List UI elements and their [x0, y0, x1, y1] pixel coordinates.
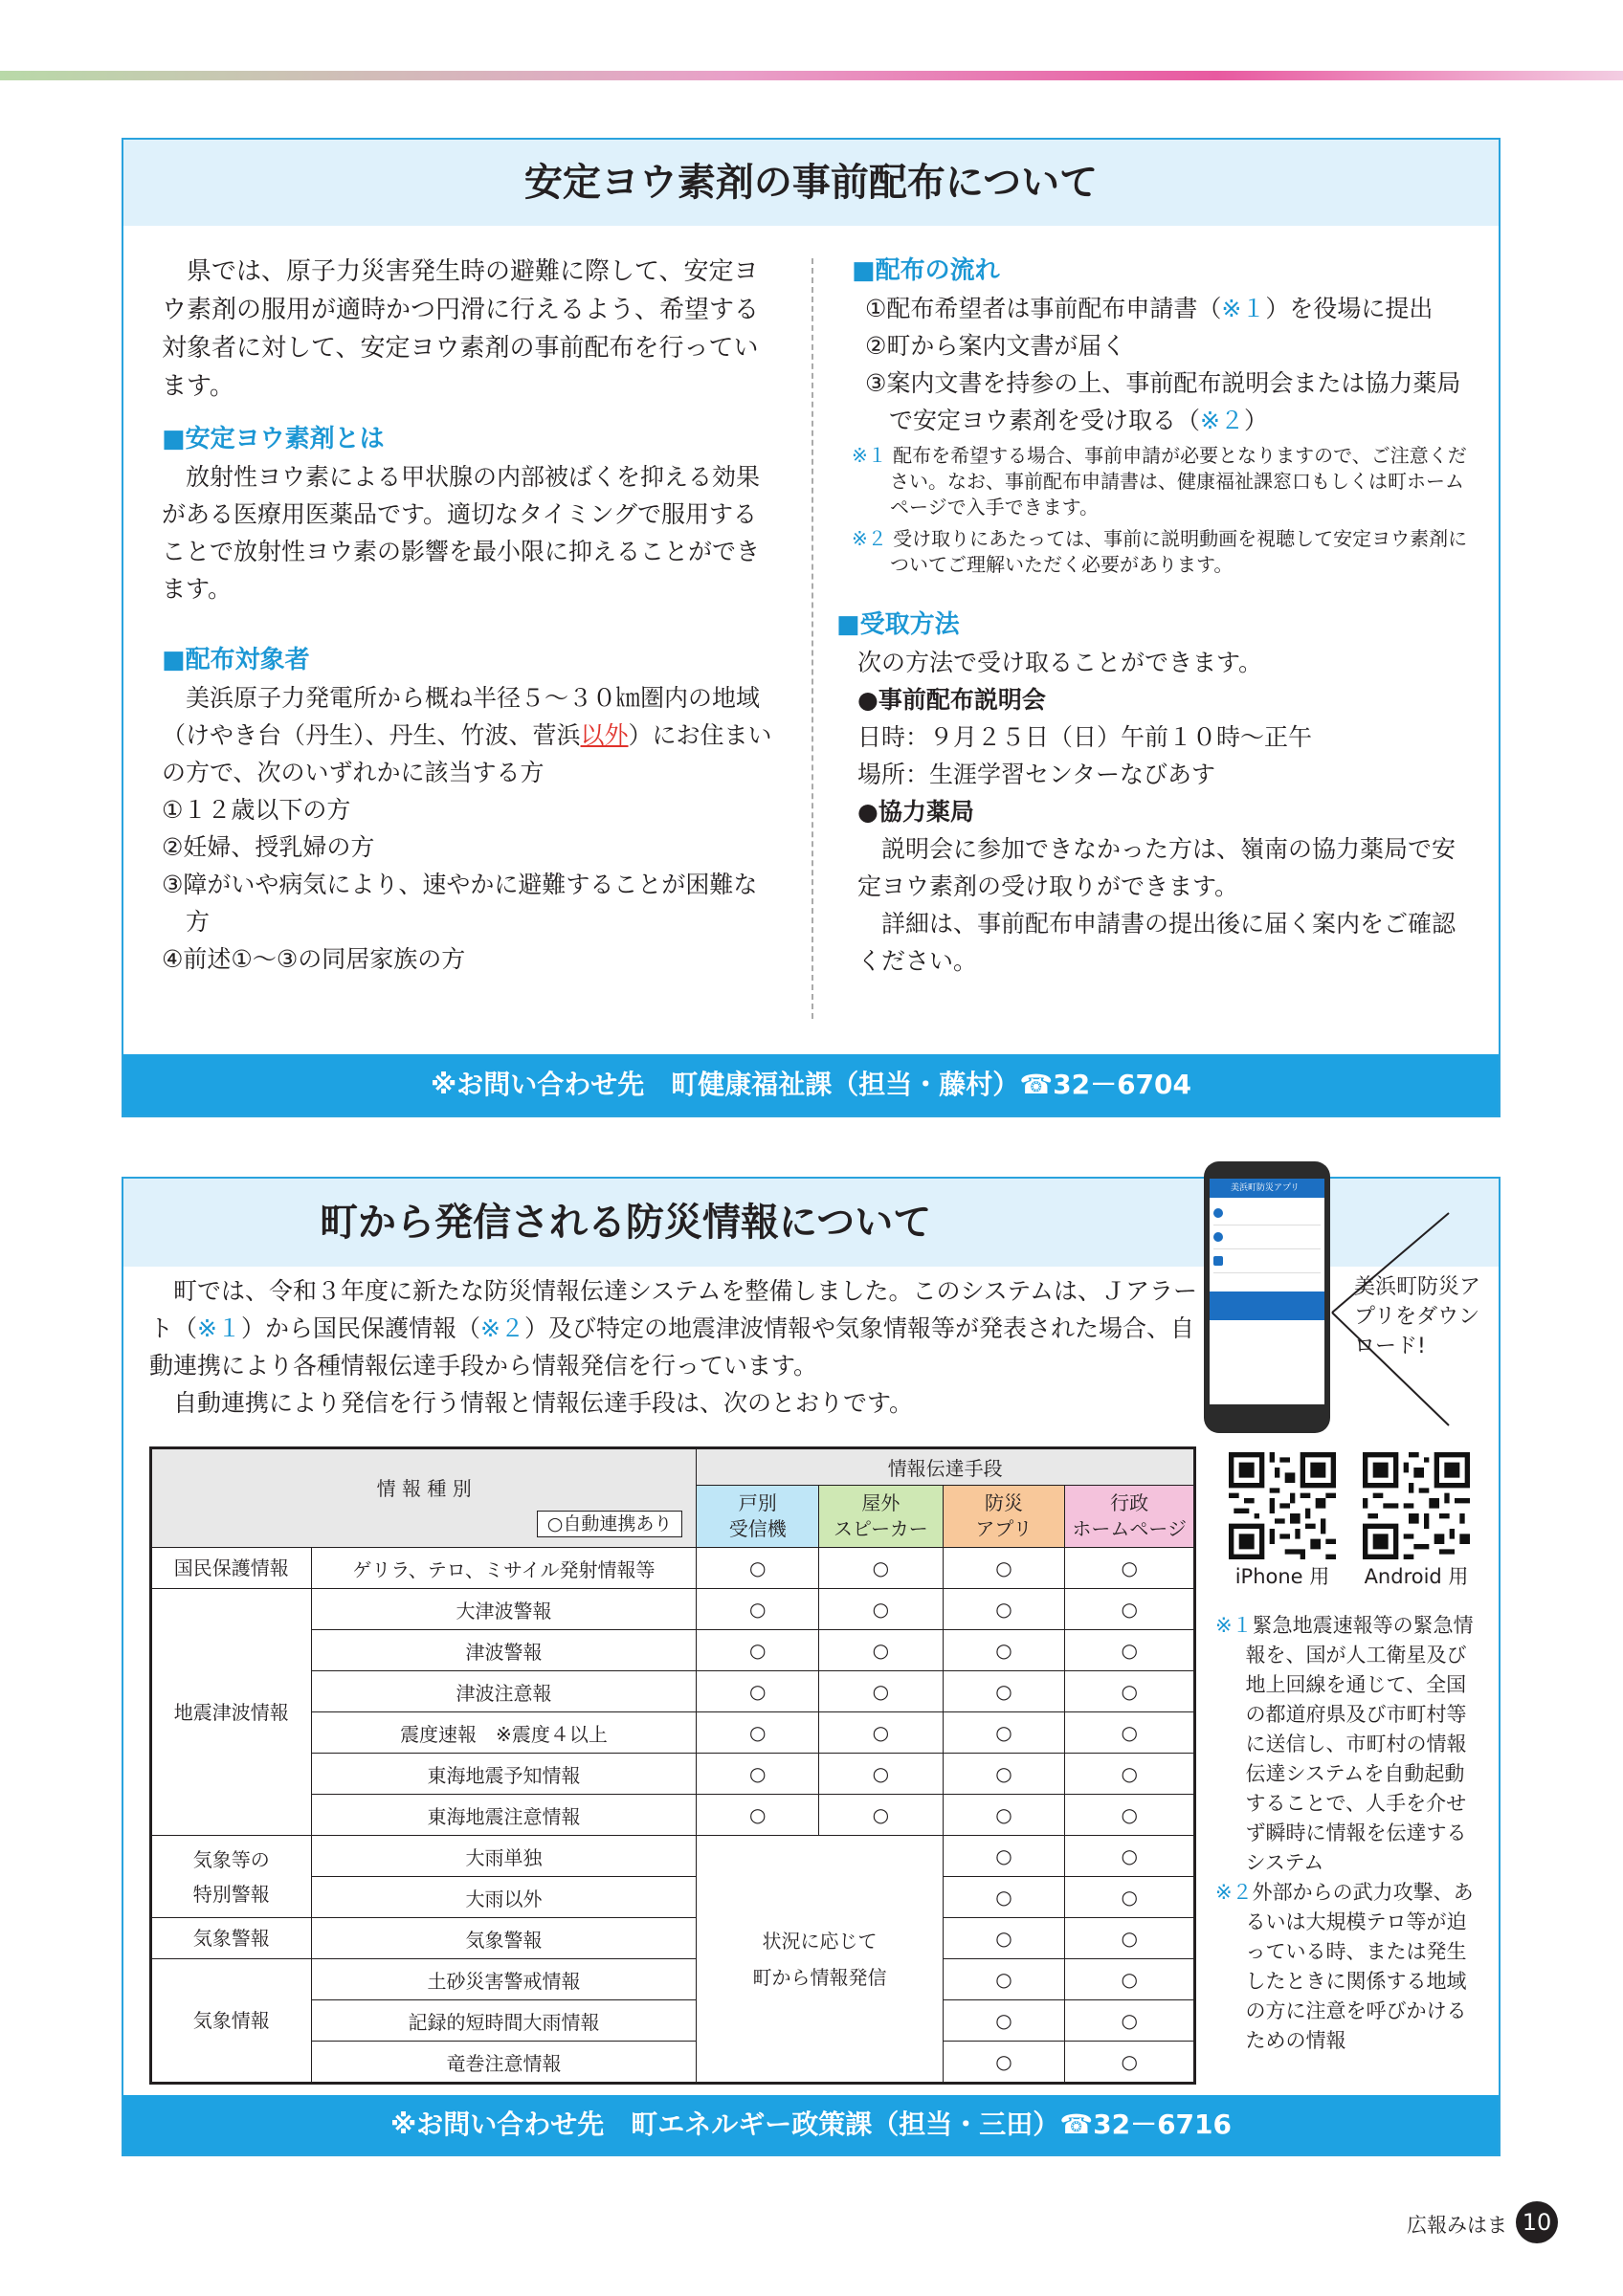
auto-link-mark: ○ — [697, 1671, 819, 1712]
header-gradient-bar — [0, 71, 1623, 80]
table-row — [151, 1918, 1195, 1959]
qr-code-iphone-icon — [1229, 1452, 1336, 1559]
disaster-intro-2: 自動連携により発信を行う情報と情報伝達手段は、次のとおりです。 — [149, 1389, 914, 1417]
auto-link-mark: ○ — [1065, 1877, 1195, 1918]
means-header-cell: 屋外 スピーカー — [819, 1486, 944, 1548]
auto-link-mark: ○ — [819, 1671, 944, 1712]
disaster-contact-bar — [123, 2095, 1499, 2154]
info-group-cell: 気象情報 — [151, 1959, 312, 2084]
about-text: 放射性ヨウ素による甲状腺の内部被ばくを抑える効果がある医療用医薬品です。適切なタイミングで服用することで放射性ヨウ素の影響を最小限に抑えることができます。 — [162, 463, 761, 603]
info-type-cell: 気象警報 — [311, 1918, 697, 1959]
auto-link-mark: ○ — [1065, 1754, 1195, 1795]
auto-link-mark: ○ — [943, 1795, 1065, 1836]
info-type-header — [151, 1448, 697, 1548]
iodine-intro: 県では、原子力災害発生時の避難に際して、安定ヨウ素剤の服用が適時かつ円滑に行えるよう、希望する対象者に対して、安定ヨウ素剤の事前配布を行っています。 — [162, 257, 760, 401]
side-note-2 — [1215, 1878, 1483, 2056]
flow-step-3 — [865, 364, 1468, 439]
target-heading: ■配布対象者 — [162, 646, 310, 674]
target-text — [162, 679, 774, 791]
auto-link-mark: ○ — [1065, 1712, 1195, 1754]
auto-link-mark: ○ — [1065, 1630, 1195, 1671]
auto-link-mark: ○ — [819, 1589, 944, 1630]
pharmacy-text-2: 詳細は、事前配布申請書の提出後に届く案内をご確認ください。 — [857, 910, 1456, 975]
info-type-cell: 震度速報 ※震度４以上 — [311, 1712, 697, 1754]
flow-note-2 — [852, 526, 1468, 578]
info-type-cell: 東海地震注意情報 — [311, 1795, 697, 1836]
iodine-contact: ※お問い合わせ先 町健康福祉課（担当・藤村）☎32－6704 — [431, 1069, 1191, 1100]
disaster-intro — [149, 1272, 1202, 1422]
flow-step-1-text-b: ）を役場に提出 — [1265, 295, 1434, 322]
flow-step-3-text-b: ） — [1243, 407, 1268, 434]
auto-link-mark: ○ — [943, 1877, 1065, 1918]
auto-link-mark: ○ — [697, 1589, 819, 1630]
disaster-info-title-text: 町から発信される防災情報について — [320, 1201, 932, 1245]
table-body — [151, 1548, 1195, 2084]
auto-link-mark: ○ — [1065, 1548, 1195, 1589]
info-type-cell: 津波警報 — [311, 1630, 697, 1671]
table-row — [151, 1836, 1195, 1877]
info-type-cell: 大雨以外 — [311, 1877, 697, 1918]
receive-heading: ■受取方法 — [836, 610, 960, 639]
auto-link-mark: ○ — [697, 1548, 819, 1589]
auto-link-mark: ○ — [1065, 1589, 1195, 1630]
info-group-cell: 気象警報 — [151, 1918, 312, 1959]
info-type-cell: 大雨単独 — [311, 1836, 697, 1877]
info-transmission-table — [149, 1446, 1196, 2085]
iodine-left-column — [162, 253, 774, 978]
table-row — [151, 1548, 1195, 1589]
means-header-cell: 防災 アプリ — [943, 1486, 1065, 1548]
auto-link-mark: ○ — [1065, 1918, 1195, 1959]
means-header-cell: 戸別 受信機 — [697, 1486, 819, 1548]
auto-link-mark: ○ — [1065, 1836, 1195, 1877]
info-type-cell: 東海地震予知情報 — [311, 1754, 697, 1795]
auto-link-mark: ○ — [1065, 2000, 1195, 2042]
app-callout: 美浜町防災アプリをダウンロード! — [1354, 1275, 1481, 1358]
side-note-1-mark: ※１ — [1215, 1614, 1253, 1637]
qr-android-label: Android 用 — [1364, 1565, 1469, 1588]
iodine-contact-bar — [123, 1054, 1499, 1115]
means-header: 情報伝達手段 — [697, 1448, 1195, 1486]
table-row — [151, 1589, 1195, 1630]
target-item: ③障がいや病気により、速やかに避難することが困難な方 — [162, 871, 758, 936]
app-title: 美浜町防災アプリ — [1231, 1183, 1300, 1193]
flow-step-3-note: ※２ — [1200, 407, 1244, 434]
info-group-cell: 地震津波情報 — [151, 1589, 312, 1836]
target-text-a: 美浜原子力発電所から概ね半径５～３０㎞圏内の地域（けやき台（丹生）、丹生、竹波、菅浜 — [162, 684, 761, 749]
auto-link-mark: ○ — [819, 1548, 944, 1589]
auto-link-mark: ○ — [697, 1712, 819, 1754]
disaster-intro-b: ）から国民保護情報（ — [240, 1314, 480, 1342]
info-type-cell: 記録的短時間大雨情報 — [311, 2000, 697, 2042]
column-divider — [812, 258, 813, 1019]
info-type-header-text: 情 報 種 別 — [376, 1476, 472, 1500]
auto-link-mark: ○ — [819, 1712, 944, 1754]
info-group-cell: 国民保護情報 — [151, 1548, 312, 1589]
auto-link-mark: ○ — [943, 1712, 1065, 1754]
means-header-cell: 行政 ホームページ — [1065, 1486, 1195, 1548]
auto-link-mark: ○ — [943, 1754, 1065, 1795]
auto-legend-badge: ○自動連携あり — [537, 1511, 683, 1537]
about-heading: ■安定ヨウ素剤とは — [162, 425, 385, 453]
pharmacy-heading: ●協力薬局 — [857, 798, 974, 826]
flow-step-1-text: ①配布希望者は事前配布申請書（ — [865, 295, 1222, 322]
info-type-cell: 大津波警報 — [311, 1589, 697, 1630]
flow-step-2: ②町から案内文書が届く — [865, 332, 1126, 360]
info-group-cell: 気象等の 特別警報 — [151, 1836, 312, 1918]
phone-screen — [1210, 1179, 1324, 1404]
session-place: 場所：生涯学習センターなびあす — [857, 761, 1216, 788]
flow-step-1 — [865, 290, 1468, 327]
side-note-2-text: 外部からの武力攻撃、あるいは大規模テロ等が迫っている時、または発生したときに関係する地域の方に注意を呼びかけるための情報 — [1245, 1881, 1474, 2052]
receive-text: 次の方法で受け取ることができます。 — [857, 649, 1263, 676]
disaster-contact: ※お問い合わせ先 町エネルギー政策課（担当・三田）☎32－6716 — [390, 2108, 1232, 2140]
flow-note-1 — [852, 443, 1468, 520]
publication-name: 広報みはま — [1407, 2214, 1507, 2237]
target-text-b: ）にお住まいの方で、次のいずれかに該当する方 — [162, 721, 772, 786]
auto-link-mark: ○ — [697, 1795, 819, 1836]
session-date: 日時：９月２５日（日）午前１０時～正午 — [857, 723, 1313, 751]
auto-link-mark: ○ — [1065, 1671, 1195, 1712]
auto-link-mark: ○ — [697, 1754, 819, 1795]
qr-code-android-icon — [1363, 1452, 1470, 1559]
flow-note-1-mark: ※１ — [852, 444, 887, 467]
auto-link-mark: ○ — [819, 1795, 944, 1836]
auto-link-mark: ○ — [943, 1671, 1065, 1712]
info-type-cell: 竜巻注意情報 — [311, 2042, 697, 2084]
auto-link-mark: ○ — [943, 1918, 1065, 1959]
auto-link-mark: ○ — [1065, 1795, 1195, 1836]
app-header — [1210, 1179, 1324, 1198]
auto-link-mark: ○ — [697, 1630, 819, 1671]
target-item: ①１２歳以下の方 — [162, 796, 351, 824]
flow-note-1-text: 配布を希望する場合、事前申請が必要となりますので、ご注意ください。なお、事前配布申請書は、健康福祉課窓口もしくは町ホームページで入手できます。 — [890, 444, 1467, 519]
flow-heading: ■配布の流れ — [852, 256, 1000, 285]
flow-note-2-text: 受け取りにあたっては、事前に説明動画を視聴して安定ヨウ素剤についてご理解いただく必要があります。 — [890, 527, 1468, 576]
disaster-intro-paragraph — [149, 1272, 1202, 1384]
flow-step-3-text: ③案内文書を持参の上、事前配布説明会または協力薬局で安定ヨウ素剤を受け取る（ — [865, 369, 1461, 434]
auto-link-mark: ○ — [943, 1836, 1065, 1877]
session-heading: ●事前配布説明会 — [857, 686, 1046, 714]
info-type-cell: 土砂災害警戒情報 — [311, 1959, 697, 2000]
auto-link-mark: ○ — [943, 1589, 1065, 1630]
target-item: ④前述①～③の同居家族の方 — [162, 945, 466, 973]
auto-link-mark: ○ — [819, 1630, 944, 1671]
page-number-badge — [1516, 2201, 1558, 2243]
disaster-intro-c: ）及び特定の地震津波情報や気象情報等が発表された場合、自動連携により各種情報伝達手段から情報発信を行っています。 — [149, 1314, 1194, 1380]
target-item: ②妊婦、授乳婦の方 — [162, 833, 375, 861]
auto-link-mark: ○ — [819, 1754, 944, 1795]
situational-cell: 状況に応じて 町から情報発信 — [697, 1836, 943, 2084]
table-header-row-1 — [151, 1448, 1195, 1486]
info-type-cell: ゲリラ、テロ、ミサイル発射情報等 — [311, 1548, 697, 1589]
auto-link-mark: ○ — [943, 1959, 1065, 2000]
side-note-1 — [1215, 1611, 1483, 1878]
auto-link-mark: ○ — [943, 2000, 1065, 2042]
auto-link-mark: ○ — [1065, 2042, 1195, 2084]
disaster-intro-note-2: ※２ — [479, 1314, 524, 1342]
auto-link-mark: ○ — [943, 1630, 1065, 1671]
disaster-intro-note-1: ※１ — [197, 1314, 241, 1342]
auto-link-mark: ○ — [943, 2042, 1065, 2084]
side-note-2-mark: ※２ — [1215, 1881, 1253, 1904]
phone-app-image — [1204, 1161, 1330, 1433]
target-text-except: 以外 — [580, 721, 629, 749]
table-row — [151, 1959, 1195, 2000]
side-note-1-text: 緊急地震速報等の緊急情報を、国が人工衛星及び地上回線を通じて、全国の都道府県及び市町村等に送信し、市町村の情報伝達システムを自動起動することで、人手を介せず瞬時に情報を伝達するシステム — [1245, 1614, 1474, 1874]
side-notes — [1215, 1611, 1483, 2056]
auto-link-mark: ○ — [1065, 1959, 1195, 2000]
page-number: 10 — [1522, 2209, 1552, 2236]
iodine-section-title: 安定ヨウ素剤の事前配布について — [123, 140, 1499, 226]
flow-note-2-mark: ※２ — [852, 527, 887, 550]
pharmacy-text: 説明会に参加できなかった方は、嶺南の協力薬局で安定ヨウ素剤の受け取りができます。 — [857, 835, 1456, 900]
flow-step-1-note: ※１ — [1221, 295, 1266, 322]
auto-link-mark: ○ — [943, 1548, 1065, 1589]
info-type-cell: 津波注意報 — [311, 1671, 697, 1712]
iodine-right-column — [836, 253, 1468, 980]
disaster-intro-a: 町では、令和３年度に新たな防災情報伝達システムを整備しました。このシステムは、Ｊアラート（ — [149, 1277, 1198, 1342]
qr-iphone-label: iPhone 用 — [1234, 1565, 1330, 1588]
